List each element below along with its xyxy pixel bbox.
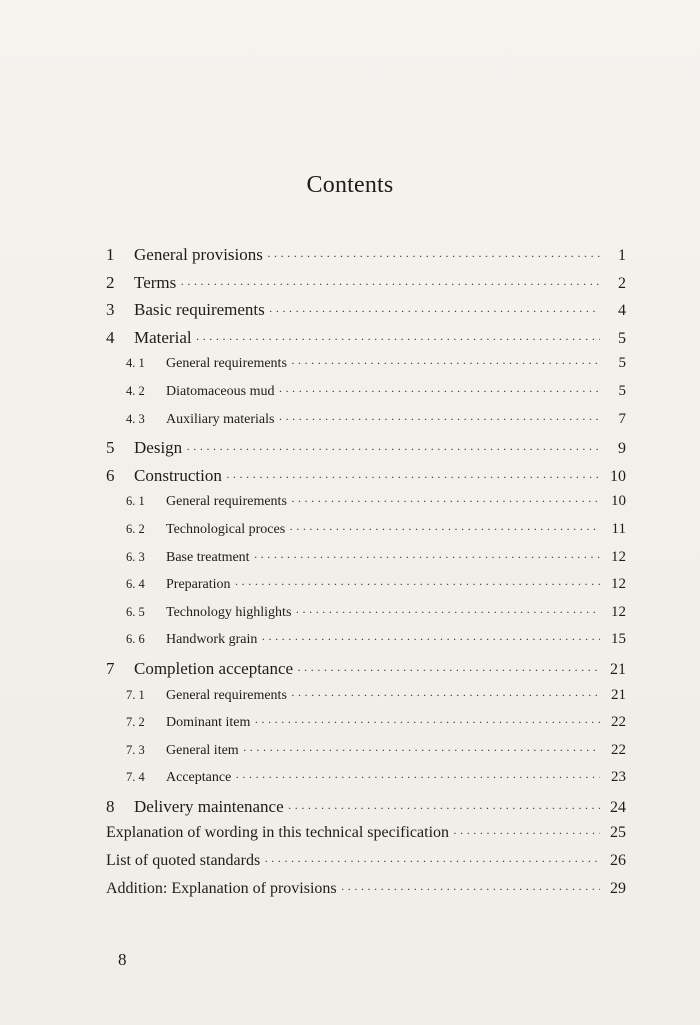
toc-entry-label: [106, 880, 341, 898]
dot-leader: [243, 743, 600, 758]
dot-leader: [261, 632, 600, 647]
toc-entry[interactable]: [106, 411, 626, 439]
toc-entry-label: [106, 550, 254, 566]
toc-entry-number: 7. 2: [126, 715, 145, 730]
toc-entry-label: [134, 328, 196, 348]
toc-entry-text: Addition: Explanation of provisions: [106, 879, 337, 897]
toc-entry-text: Auxiliary materials: [166, 411, 275, 427]
toc-entry-text: General requirements: [166, 494, 287, 510]
toc-entry-label: [134, 797, 288, 817]
toc-entry-number: 6: [106, 465, 115, 485]
toc-entry-label: [134, 245, 267, 265]
toc-entry[interactable]: [106, 769, 626, 797]
toc-entry-label: [106, 770, 235, 786]
toc-entry-text: Terms: [134, 272, 177, 292]
toc-entry-label: [134, 273, 180, 293]
toc-entry-number: 2: [106, 272, 115, 292]
toc-entry-label: [106, 577, 235, 593]
toc-entry-number: 6. 1: [126, 494, 145, 509]
toc-entry-number: 4. 1: [126, 356, 145, 371]
toc-entry-page: 2: [618, 274, 626, 292]
toc-entry-label: [106, 522, 289, 538]
dot-leader: [186, 442, 600, 457]
table-of-contents: [106, 245, 626, 907]
toc-entry-number: 7. 3: [126, 742, 145, 757]
toc-entry-number: 6. 4: [126, 577, 145, 592]
toc-entry-text: Handwork grain: [166, 632, 258, 648]
toc-entry[interactable]: [106, 852, 626, 880]
dot-leader: [235, 577, 600, 592]
toc-entry-label: [106, 743, 243, 759]
toc-entry-page: 24: [610, 798, 626, 816]
toc-entry[interactable]: [106, 576, 626, 604]
toc-entry-label: [106, 384, 278, 400]
toc-entry-text: Acceptance: [166, 770, 232, 786]
toc-entry-text: Base treatment: [166, 549, 250, 565]
toc-entry-page: 25: [610, 824, 626, 842]
toc-entry-page: 12: [611, 603, 626, 620]
toc-entry[interactable]: [106, 659, 626, 687]
toc-entry-number: 6. 6: [126, 632, 145, 647]
toc-entry-page: 26: [610, 852, 626, 870]
toc-entry-page: 7: [618, 410, 626, 427]
toc-entry-page: 11: [611, 520, 626, 537]
dot-leader: [278, 412, 600, 427]
toc-entry-text: Technological proces: [166, 521, 286, 537]
toc-entry-page: 23: [611, 769, 626, 786]
toc-entry-label: [106, 688, 291, 704]
dot-leader: [254, 715, 600, 730]
toc-entry-label: [134, 659, 297, 679]
toc-entry-page: 5: [618, 382, 626, 399]
toc-entry[interactable]: [106, 300, 626, 328]
dot-leader: [264, 854, 600, 869]
toc-entry[interactable]: [106, 797, 626, 825]
dot-leader: [291, 356, 600, 371]
toc-entry-number: 4: [106, 327, 115, 347]
toc-entry-text: General provisions: [134, 245, 263, 264]
toc-entry-label: [106, 605, 295, 621]
toc-entry-number: 4. 2: [126, 383, 145, 398]
dot-leader: [295, 605, 600, 620]
toc-entry-page: 5: [618, 329, 626, 347]
toc-entry-page: 22: [611, 714, 626, 731]
dot-leader: [288, 801, 600, 816]
dot-leader: [254, 550, 600, 565]
toc-entry-page: 9: [618, 440, 626, 458]
toc-entry-label: [106, 494, 291, 510]
toc-entry-label: [106, 715, 254, 731]
toc-entry-label: [134, 466, 226, 486]
toc-entry-label: [106, 852, 264, 870]
toc-entry-page: 4: [618, 302, 626, 320]
toc-entry-page: 12: [611, 548, 626, 565]
toc-entry[interactable]: [106, 687, 626, 715]
toc-entry-page: 15: [611, 631, 626, 648]
toc-entry-label: [106, 632, 261, 648]
dot-leader: [267, 249, 600, 264]
dot-leader: [453, 826, 600, 841]
toc-entry-label: [106, 356, 291, 372]
toc-entry-text: Preparation: [166, 577, 231, 593]
dot-leader: [291, 688, 600, 703]
toc-entry-number: 4. 3: [126, 411, 145, 426]
toc-entry-number: 7: [106, 658, 115, 678]
dot-leader: [269, 304, 600, 319]
dot-leader: [226, 470, 600, 485]
dot-leader: [291, 494, 600, 509]
toc-entry-text: Completion acceptance: [134, 658, 294, 678]
toc-entry-number: 6. 5: [126, 604, 145, 619]
dot-leader: [180, 277, 600, 292]
dot-leader: [341, 882, 600, 897]
toc-entry[interactable]: [106, 273, 626, 301]
toc-entry-label: [106, 412, 278, 428]
toc-entry-text: Dominant item: [166, 715, 251, 731]
toc-entry-page: 5: [618, 355, 626, 372]
dot-leader: [289, 522, 600, 537]
toc-entry[interactable]: [106, 493, 626, 521]
toc-entry[interactable]: [106, 383, 626, 411]
toc-entry-text: Delivery maintenance: [134, 796, 284, 816]
toc-entry[interactable]: [106, 631, 626, 659]
toc-entry-number: 1: [106, 245, 115, 264]
dot-leader: [278, 384, 600, 399]
toc-entry[interactable]: [106, 328, 626, 356]
toc-entry-label: [134, 300, 269, 320]
toc-entry[interactable]: [106, 742, 626, 770]
toc-entry-text: List of quoted standards: [106, 852, 261, 870]
toc-entry[interactable]: [106, 824, 626, 852]
toc-entry[interactable]: [106, 245, 626, 273]
toc-entry[interactable]: [106, 438, 626, 466]
toc-entry-text: Diatomaceous mud: [166, 383, 275, 399]
toc-entry-number: 5: [106, 438, 115, 458]
toc-entry[interactable]: [106, 466, 626, 494]
toc-entry-text: General requirements: [166, 687, 287, 703]
toc-entry-page: 12: [611, 576, 626, 593]
toc-entry[interactable]: [106, 714, 626, 742]
toc-entry-number: 6. 3: [126, 549, 145, 564]
toc-entry-number: 3: [106, 300, 115, 320]
toc-entry[interactable]: [106, 549, 626, 577]
toc-entry-page: 22: [611, 741, 626, 758]
toc-entry-text: Construction: [134, 465, 222, 485]
toc-entry-text: General requirements: [166, 356, 287, 372]
toc-entry-page: 10: [611, 493, 626, 510]
toc-entry-text: Basic requirements: [134, 300, 265, 320]
contents-title: Contents: [306, 172, 394, 198]
dot-leader: [297, 663, 600, 678]
toc-entry-page: 29: [610, 879, 626, 897]
toc-entry-page: 21: [611, 686, 626, 703]
toc-entry-page: 1: [618, 247, 626, 264]
toc-entry-page: 21: [610, 660, 626, 678]
page-number: 8: [118, 950, 127, 969]
toc-entry-text: Material: [134, 327, 192, 347]
dot-leader: [196, 332, 600, 347]
toc-entry-label: [134, 438, 186, 458]
toc-entry-number: 7. 4: [126, 770, 145, 785]
toc-entry-text: Technology highlights: [166, 604, 292, 620]
toc-entry-label: [106, 824, 453, 842]
dot-leader: [235, 770, 600, 785]
toc-entry-text: Design: [134, 438, 183, 458]
toc-entry[interactable]: [106, 521, 626, 549]
toc-entry[interactable]: [106, 604, 626, 632]
toc-entry-number: 7. 1: [126, 687, 145, 702]
toc-entry-text: Explanation of wording in this technical specification: [106, 824, 450, 842]
toc-entry-text: General item: [166, 742, 239, 758]
toc-entry-number: 8: [106, 796, 115, 816]
toc-entry[interactable]: [106, 880, 626, 908]
toc-entry-number: 6. 2: [126, 521, 145, 536]
toc-entry[interactable]: [106, 355, 626, 383]
toc-entry-page: 10: [610, 467, 626, 485]
